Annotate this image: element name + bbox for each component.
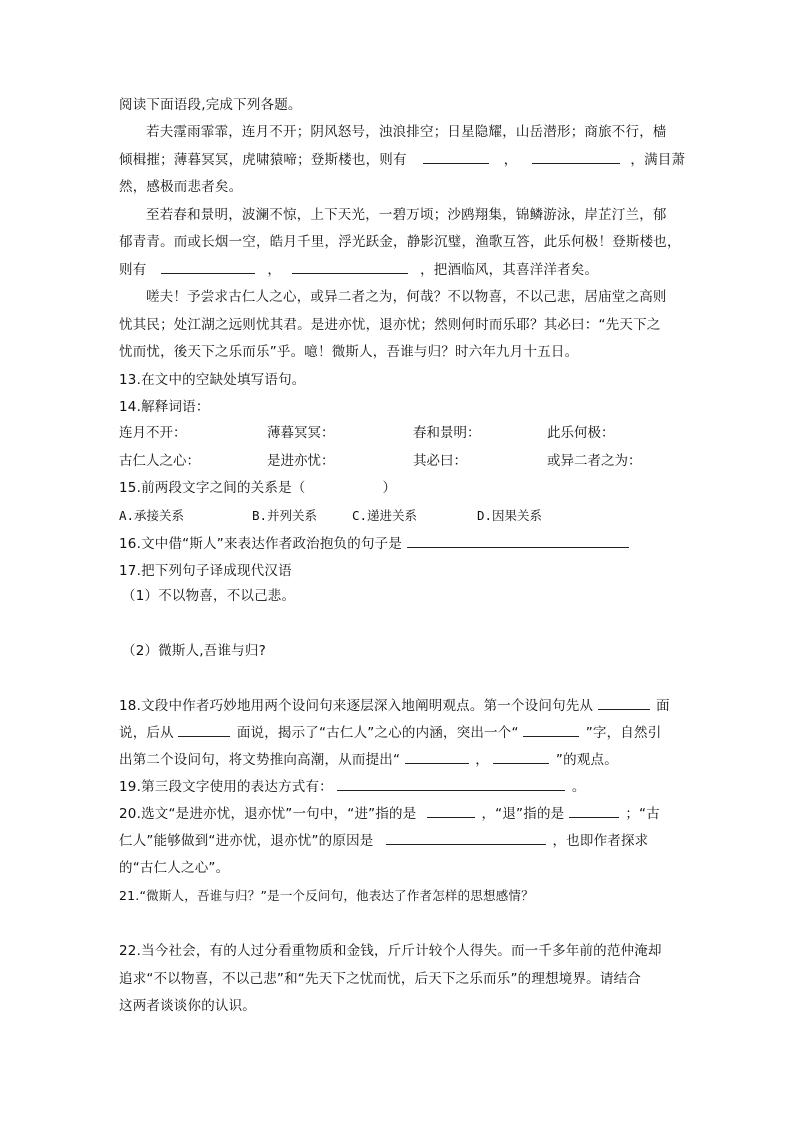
intro-instruction: 阅读下面语段,完成下列各题。: [119, 97, 302, 113]
blank-line[interactable]: [407, 535, 629, 548]
question-text: 仁人”能够做到“进亦忧，退亦忧”的原因是: [119, 833, 374, 849]
question-text: 20.选文“是进亦忧，退亦忧”一句中，“进”指的是: [119, 806, 417, 822]
passage-text: ，把酒临风，其喜洋洋者矣。: [420, 262, 599, 278]
blank-line[interactable]: [405, 751, 469, 764]
question-22-line3: 这两者谈谈你的认识。: [119, 998, 256, 1014]
blank-line[interactable]: [178, 724, 230, 737]
question-16: [119, 535, 631, 553]
blank-line[interactable]: [292, 261, 408, 274]
passage-text: ，: [267, 262, 282, 278]
passage-p2-line2: 郁青青。而或长烟一空，皓月千里，浮光跃金，静影沉璧，渔歌互答，此乐何极！登斯楼也，: [119, 234, 681, 250]
question-13: 13.在文中的空缺处填写语句。: [119, 372, 306, 388]
question-21: 21.“微斯人，吾谁与归？”是一个反问句，他表达了作者怎样的思想感情？: [119, 888, 534, 903]
question-text: ，: [475, 752, 489, 768]
question-text: ”的观点。: [555, 752, 618, 768]
term-label: 古仁人之心：: [119, 453, 200, 469]
question-text: 面说，揭示了“古仁人”之心的内涵，突出一个“: [236, 725, 519, 741]
question-17-label: 17.把下列句子译成现代汉语: [119, 563, 292, 579]
question-22-line2: 追求“不以物喜，不以己悲”和“先天下之忧而忧，后天下之乐而乐”的理想境界。请结合: [119, 971, 641, 987]
question-text: 说，后从: [119, 725, 174, 741]
question-17-sentence-1: （1）不以物喜，不以己悲。: [122, 588, 296, 604]
question-text: 出第二个设问句，将文势推向高潮，从而提出“: [119, 752, 401, 768]
option-b[interactable]: B.并列关系: [252, 508, 318, 523]
term-label: 春和景明：: [413, 425, 481, 441]
question-18-line1: [119, 697, 670, 715]
passage-text: ，: [503, 152, 518, 168]
passage-p3-line3: 忧而忧，後天下之乐而乐”乎。噫！微斯人，吾谁与归？时六年九月十五日。: [119, 344, 579, 360]
passage-text: 则有: [119, 262, 147, 278]
question-15: [119, 479, 396, 497]
question-text: ；“古: [625, 806, 660, 822]
term-label: 是进亦忧：: [267, 453, 335, 469]
option-d[interactable]: D.因果关系: [477, 508, 543, 523]
passage-p3-line2: 忧其民；处江湖之远则忧其君。是进亦忧，退亦忧；然则何时而乐耶？其必曰：“先天下之: [119, 317, 661, 333]
blank-line[interactable]: [386, 832, 546, 845]
question-22-line1: 22.当今社会，有的人过分看重物质和金钱，斤斤计较个人得失。而一千多年前的范仲淹却: [119, 943, 662, 959]
question-17-sentence-2: （2）微斯人,吾谁与归?: [122, 643, 266, 659]
question-text: ，“退”指的是: [481, 806, 565, 822]
passage-p2-line1: 至若春和景明，波澜不惊，上下天光，一碧万顷；沙鸥翔集，锦鳞游泳，岸芷汀兰，郁: [146, 207, 667, 223]
question-14-label: 14.解释词语：: [119, 399, 210, 415]
question-18-line3: [119, 751, 618, 769]
blank-line[interactable]: [598, 697, 650, 710]
blank-line[interactable]: [337, 778, 565, 791]
term-label: 薄暮冥冥：: [267, 425, 335, 441]
question-18-line2: [119, 724, 661, 742]
question-20-line2: [119, 832, 648, 850]
blank-line[interactable]: [523, 724, 579, 737]
question-text: 18.文段中作者巧妙地用两个设问句来逐层深入地阐明观点。第一个设问句先从: [119, 698, 594, 714]
term-label: 或异二者之为：: [547, 453, 642, 469]
question-text: 。: [571, 779, 586, 795]
question-text: ，也即作者探求: [552, 833, 649, 849]
option-a[interactable]: A.承接关系: [119, 508, 185, 523]
passage-text: 倾楫摧；薄暮冥冥，虎啸猿啼；登斯楼也，则有: [119, 152, 407, 168]
blank-line[interactable]: [427, 805, 475, 818]
blank-line[interactable]: [423, 151, 489, 164]
passage-p3-line1: 嗟夫！予尝求古仁人之心，或异二者之为，何哉？不以物喜，不以己悲，居庙堂之高则: [146, 289, 667, 305]
question-20-line3: 的“古仁人之心”。: [119, 860, 230, 876]
question-text: ”字，自然引: [585, 725, 662, 741]
term-label: 此乐何极：: [547, 425, 615, 441]
blank-line[interactable]: [569, 805, 619, 818]
blank-line[interactable]: [161, 261, 255, 274]
question-19: [119, 778, 586, 796]
passage-text: ，满目萧: [630, 152, 686, 168]
blank-line[interactable]: [532, 151, 620, 164]
passage-p2-line3: [119, 261, 598, 279]
term-label: 其必曰：: [413, 453, 467, 469]
question-20-line1: [119, 805, 660, 823]
question-text: 15.前两段文字之间的关系是（: [119, 480, 306, 496]
option-c[interactable]: C.递进关系: [352, 508, 418, 523]
passage-p1-line3: 然，感极而悲者矣。: [119, 179, 243, 195]
question-text: ）: [382, 480, 397, 496]
passage-p1-line1: 若夫霪雨霏霏，连月不开；阴风怒号，浊浪排空；日星隐耀，山岳潜形；商旅不行，樯: [146, 124, 667, 140]
blank-line[interactable]: [493, 751, 549, 764]
question-text: 19.第三段文字使用的表达方式有：: [119, 779, 333, 795]
passage-p1-line2: [119, 151, 685, 169]
question-text: 面: [656, 698, 670, 714]
question-text: 16.文中借“斯人”来表达作者政治抱负的句子是: [119, 536, 403, 552]
term-label: 连月不开：: [119, 425, 187, 441]
